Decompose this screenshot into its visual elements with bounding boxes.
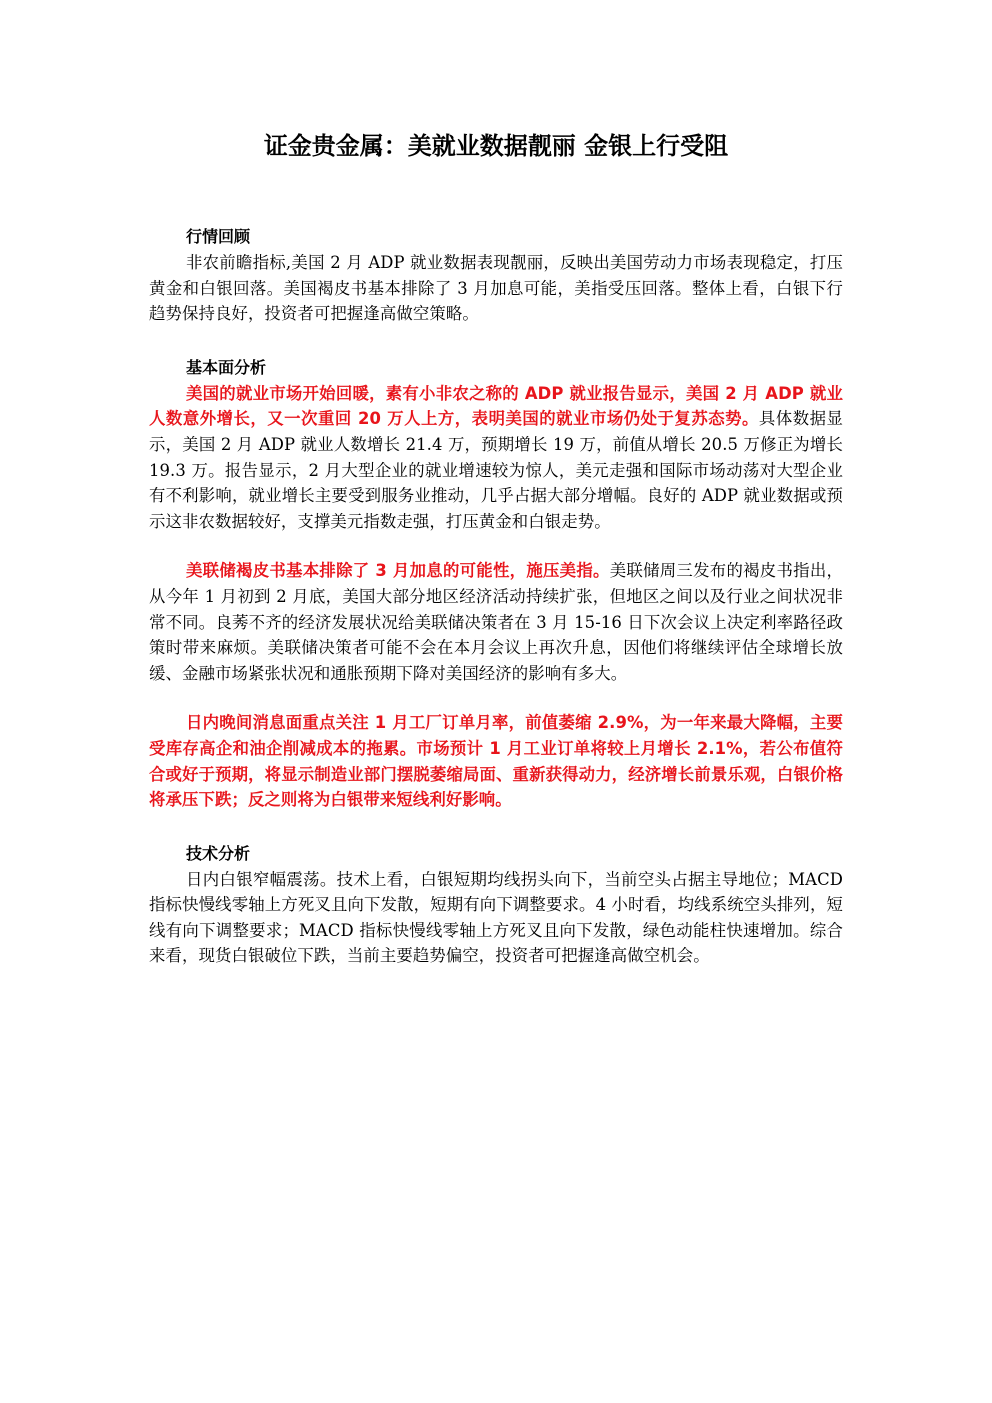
- market-review-heading: 行情回顾: [186, 227, 251, 246]
- fundamental-paragraph-2-text: 美联储周三发布的褐皮书指出，从今年 1 月初到 2 月底，美国大部分地区经济活动持续扩张，但地区之间以及行业之间状况非常不同。良莠不齐的经济发展状况给美联储决策者在 3 月 15-16 日下次会议上决定利率路径政策时带来麻烦。美联储决策者可能不会在本月会议上再次升息，因他们将继续评估全球增长放缓、金融市场紧张状况和通胀预期下降对美国经济的影响有多大。: [149, 561, 843, 683]
- market-review-paragraph: 非农前瞻指标,美国 2 月 ADP 就业数据表现靓丽，反映出美国劳动力市场表现稳定，打压黄金和白银回落。美国褐皮书基本排除了 3 月加息可能，美指受压回落。整体上看，白银下行趋势保持良好，投资者可把握逢高做空策略。: [149, 253, 843, 324]
- fundamental-paragraph-3-highlight: 日内晚间消息面重点关注 1 月工厂订单月率，前值萎缩 2.9%，为一年来最大降幅，主要受库存高企和油企削减成本的拖累。市场预计 1 月工业订单将较上月增长 2.1%，若公布值符合或好于预期，将显示制造业部门摆脱萎缩局面、重新获得动力，经济增长前景乐观，白银价格将承压下跌；反之则将为白银带来短线利好影响。: [149, 713, 843, 810]
- section-spacer: [149, 327, 843, 355]
- technical-analysis-paragraph: 日内白银窄幅震荡。技术上看，白银短期均线拐头向下，当前空头占据主导地位；MACD 指标快慢线零轴上方死叉且向下发散，短期有向下调整要求。4 小时看，均线系统空头排列，短线有向下调整要求；MACD 指标快慢线零轴上方死叉且向下发散，绿色动能柱快速增加。综合来看，现货白银破位下跌，当前主要趋势偏空，投资者可把握逢高做空机会。: [149, 869, 843, 966]
- technical-analysis-heading: 技术分析: [186, 843, 251, 863]
- fundamental-paragraph-1-highlight: 美国的就业市场开始回暖，素有小非农之称的 ADP 就业报告显示，美国 2 月 ADP 就业人数意外增长，又一次重回 20 万人上方，表明美国的就业市场仍处于复苏态势。: [149, 383, 843, 429]
- fundamental-paragraph-2-highlight: 美联储褐皮书基本排除了 3 月加息的可能性，施压美指。: [186, 561, 610, 581]
- paragraph-spacer: [149, 686, 843, 710]
- document-body: [149, 224, 843, 969]
- fundamental-paragraph-3: [149, 710, 843, 812]
- market-review-section: [149, 224, 843, 327]
- fundamental-paragraph-1-text: 具体数据显示，美国 2 月 ADP 就业人数增长 21.4 万，预期增长 19 万，前值从增长 20.5 万修正为增长 19.3 万。报告显示，2 月大型企业的就业增速较为惊人，美元走强和国际市场动荡对大型企业有不利影响，就业增长主要受到服务业推动，几乎占据大部分增幅。良好的 ADP 就业数据或预示这非农数据较好，支撑美元指数走强，打压黄金和白银走势。: [149, 409, 843, 531]
- fundamental-analysis-section: [149, 355, 843, 813]
- fundamental-paragraph-1: [149, 381, 843, 535]
- technical-analysis-section: [149, 841, 843, 969]
- section-spacer: [149, 813, 843, 841]
- document-title: 证金贵金属：美就业数据靓丽 金银上行受阻: [263, 132, 729, 160]
- paragraph-spacer: [149, 534, 843, 558]
- fundamental-analysis-heading: 基本面分析: [186, 357, 267, 377]
- fundamental-paragraph-2: [149, 558, 843, 686]
